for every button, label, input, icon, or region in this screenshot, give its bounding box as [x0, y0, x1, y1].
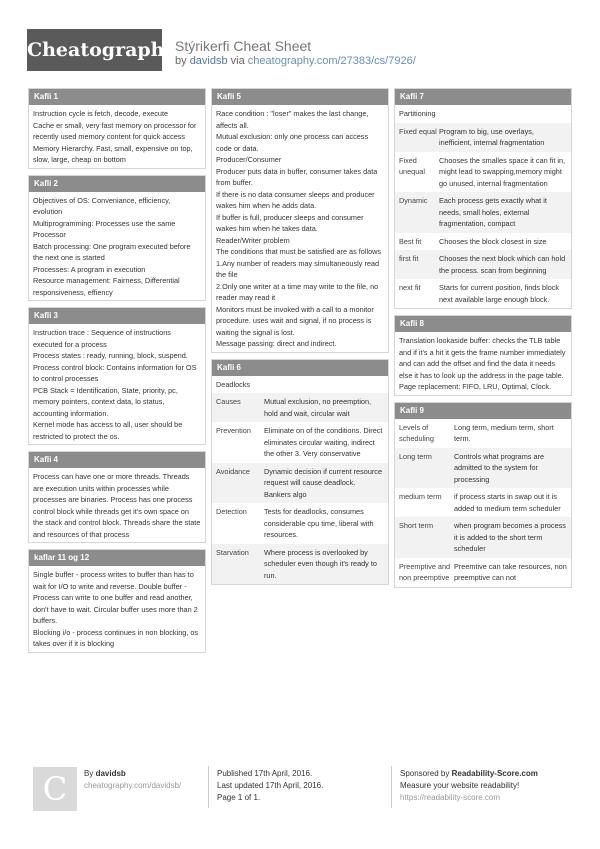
section-title: Kafli 5 — [212, 89, 388, 105]
section-title: Kafli 1 — [29, 89, 205, 105]
section-title: kaflar 11 og 12 — [29, 550, 205, 566]
row-key: Levels of scheduling — [399, 422, 434, 443]
section-title: Kafli 7 — [395, 89, 571, 105]
text-line: Blocking i/o - process continues in non blocking, os takes over if it is blocking — [33, 627, 199, 648]
row-key: Avoidance — [216, 466, 250, 476]
table-row — [212, 503, 388, 544]
column-3 — [394, 88, 572, 594]
row-key: Preemptive and non preemptive — [399, 561, 451, 582]
page-title: Stýrikerfi Cheat Sheet — [175, 38, 312, 54]
text-line: Race condition : "loser" makes the last change, affects all. — [216, 109, 369, 130]
section-kafli-8 — [394, 315, 572, 396]
row-key: Detection — [216, 507, 247, 516]
text-line: Producer/Consumer — [216, 155, 282, 164]
text-line: Producer puts data in buffer, consumer takes data from buffer. — [216, 166, 378, 187]
text-line: Memory Hierarchy. Fast, small, expensive on top, slow, large, cheap on bottom — [33, 143, 193, 164]
row-value: Dynamic decision if current resource request will cause deadlock. Bankers algo — [264, 466, 383, 499]
table-row — [395, 152, 571, 193]
row-key: Starvation — [216, 547, 249, 557]
text-line: If there is no data consumer sleeps and producer wakes him when he adds data. — [216, 189, 375, 210]
table-row — [395, 517, 571, 558]
table-intro: Deadlocks — [216, 379, 251, 389]
text-line: Reader/Writer problem — [216, 235, 290, 245]
updated-date: Last updated 17th April, 2016. — [217, 781, 324, 790]
table-row — [212, 544, 388, 585]
text-line: Process can have one or more threads. Threads are execution units within processes while processes are binaries. Process has one process control block while threads get it's own space on the stack and control block. Threads share the state and resources of that process — [33, 472, 201, 539]
section-kafli-4 — [28, 451, 206, 543]
table-row — [395, 192, 571, 233]
column-1 — [28, 88, 206, 659]
section-kaflar-11-12 — [28, 549, 206, 653]
sponsor-prefix: Sponsored by — [400, 769, 450, 778]
text-line: Objectives of OS: Conveniance, efficiency, evolution — [33, 195, 171, 216]
text-line: Resource management: Fairness, Differential responsiveness, effiency — [33, 276, 180, 297]
text-line: PCB Stack = Identification, State, priority, pc, memory pointers, context data, lo status, accounting information. — [33, 385, 178, 418]
footer-author-block — [84, 768, 181, 792]
footer-by-label: By — [84, 769, 94, 778]
text-line: The conditions that must be satisfied are as follows — [216, 247, 382, 256]
text-line: Instruction cycle is fetch, decode, execute — [33, 109, 169, 118]
row-value: Each process gets exactly what it needs, small holes, external fragmentation, compact — [439, 196, 547, 228]
row-key: Fixed unequal — [399, 155, 425, 176]
row-value: Long term, medium term, short term. — [454, 422, 554, 443]
text-line: Process states : ready, running, block, suspend. — [33, 351, 188, 360]
row-value: Preemtive can take resources, non preemptive can not — [454, 561, 567, 582]
section-kafli-3 — [28, 307, 206, 445]
via-label: via — [230, 55, 245, 67]
footer-divider — [391, 766, 392, 808]
text-line: Process control block: Contains information for OS to control processes — [33, 362, 197, 383]
row-key: Prevention — [216, 426, 251, 435]
row-value: when program becomes a process it is added to the short term scheduler — [454, 521, 566, 553]
section-title: Kafli 3 — [29, 308, 205, 324]
author-link[interactable]: davidsb — [189, 55, 228, 67]
text-line: Message passing: direct and indirect. — [216, 339, 337, 348]
sheet-url-link[interactable]: cheatography.com/27383/cs/7926/ — [247, 55, 416, 67]
section-kafli-1 — [28, 88, 206, 169]
row-value: Mutual exclusion, no preemption, hold and wait, circular wait — [264, 397, 372, 418]
page-subtitle — [175, 55, 416, 67]
section-title: Kafli 2 — [29, 176, 205, 192]
text-line: Cache er small, very fast memory on processor for recently used memory content for quick access — [33, 120, 197, 141]
cheatography-logo[interactable]: Cheatography — [27, 29, 162, 71]
section-kafli-9 — [394, 402, 572, 588]
text-line: Kernel mode has access to all, user should be restricted to protect the os. — [33, 420, 183, 441]
row-value: Chooses the smalles space it can fit in, might lead to swapping,memory might go unused, internal fragmentation — [439, 155, 566, 188]
row-value: Program to big, use overlays, inefficient, internal fragmentation — [439, 126, 545, 147]
column-2 — [211, 88, 389, 591]
table-row — [395, 488, 571, 517]
footer-author-name[interactable]: davidsb — [95, 769, 126, 778]
row-key: Short term — [399, 521, 434, 530]
text-line: Translation lookaside buffer: checks the TLB table and if it's a hit it gets the frame number immediately and can add the offset and find the data it needs else it has to look up the address in the page table. — [399, 336, 566, 380]
text-line: Instruction trace : Sequence of instructions executed for a process — [33, 328, 171, 349]
text-line: 1.Any number of readers may simultaneously read the file — [216, 258, 380, 279]
section-title: Kafli 6 — [212, 360, 388, 376]
text-line: Mutual exclusion: only one process can access code or data. — [216, 132, 369, 153]
text-line: 2.Only one writer at a time may write to the file, no reader may read it — [216, 281, 379, 302]
footer-author-link[interactable]: cheatography.com/davidsb/ — [84, 781, 182, 790]
table-row — [395, 419, 571, 448]
table-row — [395, 123, 571, 152]
page-number: Page 1 of 1. — [217, 793, 261, 802]
table-row — [395, 558, 571, 587]
text-line: If buffer is full, producer sleeps and consumer wakes him when he takes data. — [216, 212, 364, 233]
text-line: Multiprogramming: Processes use the same Processor — [33, 218, 176, 239]
row-key: Dynamic — [399, 196, 428, 205]
table-row — [395, 279, 571, 308]
text-line: Page replacement: FIFO, LRU, Optimal, Clock. — [399, 382, 552, 391]
footer-sponsor-block — [400, 768, 538, 804]
text-line: Monitors must be invoked with a call to a monitor procedure. uses wait and signal, if no process is waiting the signal is lost. — [216, 304, 374, 337]
section-title: Kafli 4 — [29, 452, 205, 468]
row-value: Starts for current position, finds block next available large enough block. — [439, 283, 560, 304]
footer — [0, 758, 600, 849]
table-intro: Partitioning — [399, 109, 436, 118]
text-line: Batch processing: One program executed before the next one is started — [33, 241, 191, 262]
table-row — [395, 250, 571, 279]
section-kafli-5 — [211, 88, 389, 353]
row-key: first fit — [399, 254, 419, 263]
section-kafli-6 — [211, 359, 389, 586]
table-row — [212, 463, 388, 504]
table-row — [395, 233, 571, 251]
published-date: Published 17th April, 2016. — [217, 769, 313, 778]
section-kafli-2 — [28, 175, 206, 302]
sponsor-tagline: Measure your website readability! — [400, 781, 520, 790]
cheatography-c-logo: C — [33, 767, 77, 811]
row-value: Controls what programs are admitted to the system for processing — [454, 451, 545, 484]
row-key: Best fit — [399, 236, 422, 246]
row-value: Chooses the next block which can hold the process. scan from beginning — [439, 254, 566, 275]
row-key: Fixed equal — [399, 126, 437, 136]
by-label: by — [175, 55, 187, 67]
table-row — [212, 393, 388, 422]
text-line: Single buffer - process writes to buffer than has to wait for I/O to write and reverse. Double buffer - Process can write to one buffer and read another, don't have to wait. Circular buffer uses more than 2 buffers. — [33, 570, 198, 625]
row-key: next fit — [399, 283, 421, 292]
table-row — [212, 422, 388, 463]
header — [0, 0, 600, 96]
row-value: Where process is overlooked by scheduler even though it's ready to run. — [264, 547, 377, 580]
table-row — [395, 448, 571, 489]
row-value: if process starts in swap out it is added to medium term scheduler — [454, 492, 561, 513]
row-key: Long term — [399, 451, 432, 461]
row-key: Causes — [216, 397, 241, 406]
section-title: Kafli 9 — [395, 403, 571, 419]
sponsor-name[interactable]: Readability-Score.com — [451, 769, 538, 778]
section-kafli-7 — [394, 88, 572, 309]
sponsor-link[interactable]: https://readability-score.com — [400, 793, 501, 802]
text-line: Processes: A program in execution — [33, 264, 146, 274]
row-value: Chooses the block closest in size — [439, 236, 547, 246]
row-value: Eliminate on of the conditions. Direct eliminates circular waiting, indirect the other 3. Very conservative — [264, 426, 383, 458]
footer-divider — [208, 766, 209, 808]
section-title: Kafli 8 — [395, 316, 571, 332]
row-value: Tests for deadlocks, consumes considerable cpu time, liberal with resources. — [264, 507, 374, 539]
footer-dates-block — [217, 768, 323, 804]
row-key: medium term — [399, 492, 442, 501]
